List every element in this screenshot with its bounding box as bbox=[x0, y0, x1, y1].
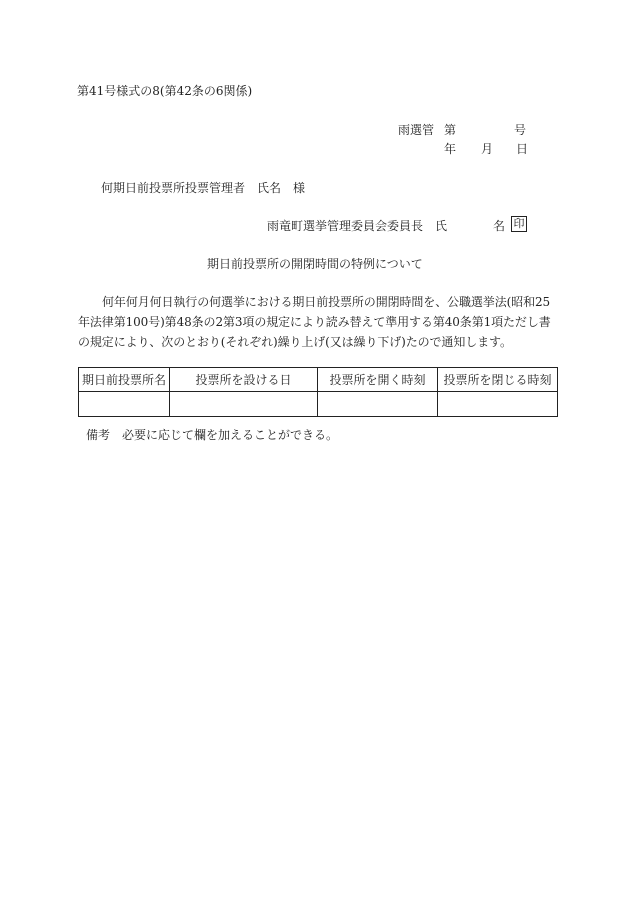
sender-title: 雨竜町選挙管理委員会委員長 氏 bbox=[267, 219, 448, 233]
schedule-table bbox=[78, 367, 558, 417]
cell-open-time bbox=[318, 392, 438, 417]
cell-close-time bbox=[438, 392, 558, 417]
cell-polling-place bbox=[79, 392, 170, 417]
cell-set-date bbox=[170, 392, 318, 417]
doc-number-prefix: 第 bbox=[444, 123, 457, 137]
header-close-time: 投票所を閉じる時刻 bbox=[438, 368, 558, 392]
header-set-date: 投票所を設ける日 bbox=[170, 368, 318, 392]
body-text: 何年何月何日執行の何選挙における期日前投票所の開閉時間を、公職選挙法(昭和25年法律第100号)第48条の2第3項の規定により読み替えて準用する第40条第1項ただし書の規定により、次のとおり(それぞれ)繰り上げ(又は繰り下げ)たので通知します。 bbox=[78, 295, 551, 349]
table-header-row bbox=[79, 368, 558, 392]
note: 備考 必要に応じて欄を加えることができる。 bbox=[86, 428, 339, 442]
seal-mark: 印 bbox=[511, 216, 527, 232]
doc-number-org: 雨選管 bbox=[398, 123, 435, 137]
header-polling-place: 期日前投票所名 bbox=[79, 368, 170, 392]
header-open-time: 投票所を開く時刻 bbox=[318, 368, 438, 392]
date-day: 日 bbox=[516, 142, 529, 156]
subject-heading: 期日前投票所の開閉時間の特例について bbox=[207, 257, 423, 271]
addressee: 何期日前投票所投票管理者 氏名 様 bbox=[101, 181, 306, 195]
date-year: 年 bbox=[444, 142, 457, 156]
form-number: 第41号様式の8(第42条の6関係) bbox=[77, 84, 253, 98]
date-month: 月 bbox=[481, 142, 494, 156]
sender-name: 名 bbox=[493, 219, 506, 233]
doc-number-suffix: 号 bbox=[514, 123, 527, 137]
table-row bbox=[79, 392, 558, 417]
